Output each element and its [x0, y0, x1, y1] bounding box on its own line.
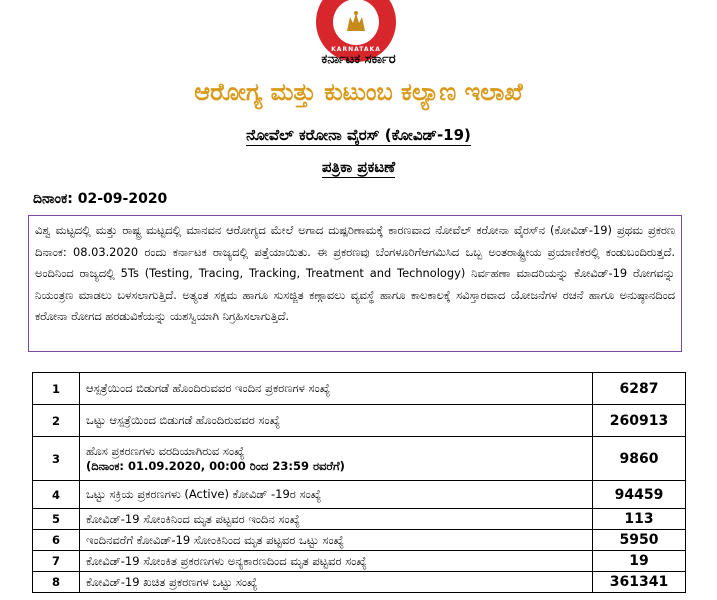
- department-title: ಆರೋಗ್ಯ ಮತ್ತು ಕುಟುಂಬ ಕಲ್ಯಾಣ ಇಲಾಖೆ: [194, 78, 523, 106]
- row-label: ಒಟ್ಟು ಸಕ್ರಿಯ ಪ್ರಕರಣಗಳು (Active) ಕೋವಿಡ್ -19ರ ಸಂಖ್ಯೆ: [86, 487, 322, 501]
- stats-table: [32, 372, 686, 593]
- emblem-center: [333, 0, 379, 45]
- row-value: 260913: [593, 405, 686, 437]
- row-value: 9860: [593, 437, 686, 481]
- row-label: ಹೊಸ ಪ್ರಕರಣಗಳು ವರದಿಯಾಗಿರುವ ಸಂಖ್ಯೆ: [86, 443, 245, 458]
- row-label: ಒಟ್ಟು ಆಸ್ಪತ್ರೆಯಿಂದ ಬಿಡುಗಡೆ ಹೊಂದಿರುವವರ ಸಂಖ್ಯೆ: [86, 413, 281, 427]
- row-number: 1: [33, 373, 80, 405]
- row-label-cell: [80, 509, 593, 530]
- crest-icon: [341, 7, 371, 37]
- row-label: ಕೋವಿಡ್-19 ಸೋಂಕಿತ ಪ್ರಕರಣಗಳು ಅನ್ಯಕಾರಣದಿಂದ ಮೃತ ಪಟ್ಟವರ ಸಂಖ್ಯೆ: [86, 553, 367, 568]
- press-release-heading: [0, 158, 717, 176]
- subject-heading: [0, 126, 717, 144]
- row-label-cell: [80, 572, 593, 593]
- row-value: 94459: [593, 481, 686, 509]
- row-number: 3: [33, 437, 80, 481]
- row-label-cell: [80, 373, 593, 405]
- emblem-text: KARNATAKA: [331, 46, 381, 53]
- row-value: 6287: [593, 373, 686, 405]
- row-number: 8: [33, 572, 80, 593]
- row-number: 7: [33, 551, 80, 572]
- row-label-cell: [80, 551, 593, 572]
- release-text: ಪತ್ರಿಕಾ ಪ್ರಕಟಣೆ: [321, 158, 396, 176]
- row-label-cell: [80, 405, 593, 437]
- intro-paragraph: ವಿಶ್ವ ಮಟ್ಟದಲ್ಲಿ ಮತ್ತು ರಾಷ್ಟ್ರ ಮಟ್ಟದಲ್ಲಿ ಮಾನವನ ಆರೋಗ್ಯದ ಮೇಲೆ ಅಗಾದ ದುಷ್ಪರಿಣಾಮಕ್ಕೆ ಕಾರಣವಾದ ನೋವೆಲ್ ಕರೋನಾ ವೈರಸ್‌ನ (ಕೋವಿಡ್-19) ಪ್ರಥಮ ಪ್ರಕರಣ ದಿನಾಂಕ: 08.03.2020 ರಂದು ಕರ್ನಾಟಕ ರಾಜ್ಯದಲ್ಲಿ ಪತ್ತೆಯಾಯಿತು. ಈ ಪ್ರಕರಣವು ಬೆಂಗಳೂರಿಗೆಆಗಮಿಸಿದ ಒಬ್ಬ ಅಂತರಾಷ್ಟ್ರೀಯ ಪ್ರಯಾಣಿಕರಲ್ಲಿ ಕಂಡುಬಂದಿರುತ್ತದೆ. ಅಂದಿನಿಂದ ರಾಜ್ಯದಲ್ಲಿ 5Ts (Testing, Tracing, Tracking, Treatment and Technology) ನಿರ್ವಹಣಾ ಮಾದರಿಯನ್ನು ಕೋವಿಡ್-19 ರೋಗವನ್ನು ನಿಯಂತ್ರಣ ಮಾಡಲು ಬಳಸಲಾಗುತ್ತಿದೆ. ಅತ್ಯಂತ ಸಕ್ಷಮ ಹಾಗೂ ಸುಸಜ್ಜಿತ ಕಣ್ಗಾವಲು ವ್ಯವಸ್ಥೆ ಹಾಗೂ ಕಾಲಕಾಲಕ್ಕೆ ಸವಿಸ್ತಾರವಾದ ಯೋಜನೆಗಳ ರಚನೆ ಹಾಗೂ ಅನುಷ್ಠಾನದಿಂದ ಕರೋನಾ ರೋಗದ ಹರಡುವಿಕೆಯನ್ನು ಯಶಸ್ವಿಯಾಗಿ ನಿಗ್ರಹಿಸಲಾಗುತ್ತಿದೆ.: [28, 215, 682, 352]
- row-label-cell: [80, 481, 593, 509]
- subject-text: ನೋವೆಲ್ ಕರೋನಾ ವೈರಸ್ (ಕೋವಿಡ್-19): [246, 126, 471, 144]
- row-value: 19: [593, 551, 686, 572]
- row-value: 113: [593, 509, 686, 530]
- row-value: 5950: [593, 530, 686, 551]
- row-label: ಇಂದಿನವರೆಗೆ ಕೋವಿಡ್-19 ಸೋಂಕಿನಿಂದ ಮೃತ ಪಟ್ಟವರ ಒಟ್ಟು ಸಂಖ್ಯೆ: [86, 532, 344, 547]
- row-number: 2: [33, 405, 80, 437]
- table-row: [33, 572, 686, 593]
- government-name: ಕರ್ನಾಟಕ ಸರ್ಕಾರ: [321, 52, 396, 67]
- row-number: 6: [33, 530, 80, 551]
- release-date: ದಿನಾಂಕ: 02-09-2020: [33, 191, 168, 207]
- row-label: ಆಸ್ಪತ್ರೆಯಿಂದ ಬಿಡುಗಡೆ ಹೊಂದಿರುವವರ ಇಂದಿನ ಪ್ರಕರಣಗಳ ಸಂಖ್ಯೆ: [86, 381, 331, 395]
- row-number: 4: [33, 481, 80, 509]
- row-label-cell: [80, 530, 593, 551]
- row-label: ಕೋವಿಡ್-19 ಸೋಂಕಿನಿಂದ ಮೃತ ಪಟ್ಟವರ ಇಂದಿನ ಸಂಖ್ಯೆ: [86, 511, 300, 526]
- table-row: [33, 437, 686, 481]
- row-sublabel: (ದಿನಾಂಕ: 01.09.2020, 00:00 ರಿಂದ 23:59 ರವರೆಗೆ): [86, 458, 345, 473]
- table-row: [33, 405, 686, 437]
- table-row: [33, 481, 686, 509]
- table-row: [33, 373, 686, 405]
- table-row: [33, 530, 686, 551]
- table-row: [33, 551, 686, 572]
- row-label: ಕೋವಿಡ್-19 ಖಚಿತ ಪ್ರಕರಣಗಳ ಒಟ್ಟು ಸಂಖ್ಯೆ: [86, 574, 258, 589]
- row-number: 5: [33, 509, 80, 530]
- row-label-cell: [80, 437, 593, 481]
- row-value: 361341: [593, 572, 686, 593]
- table-row: [33, 509, 686, 530]
